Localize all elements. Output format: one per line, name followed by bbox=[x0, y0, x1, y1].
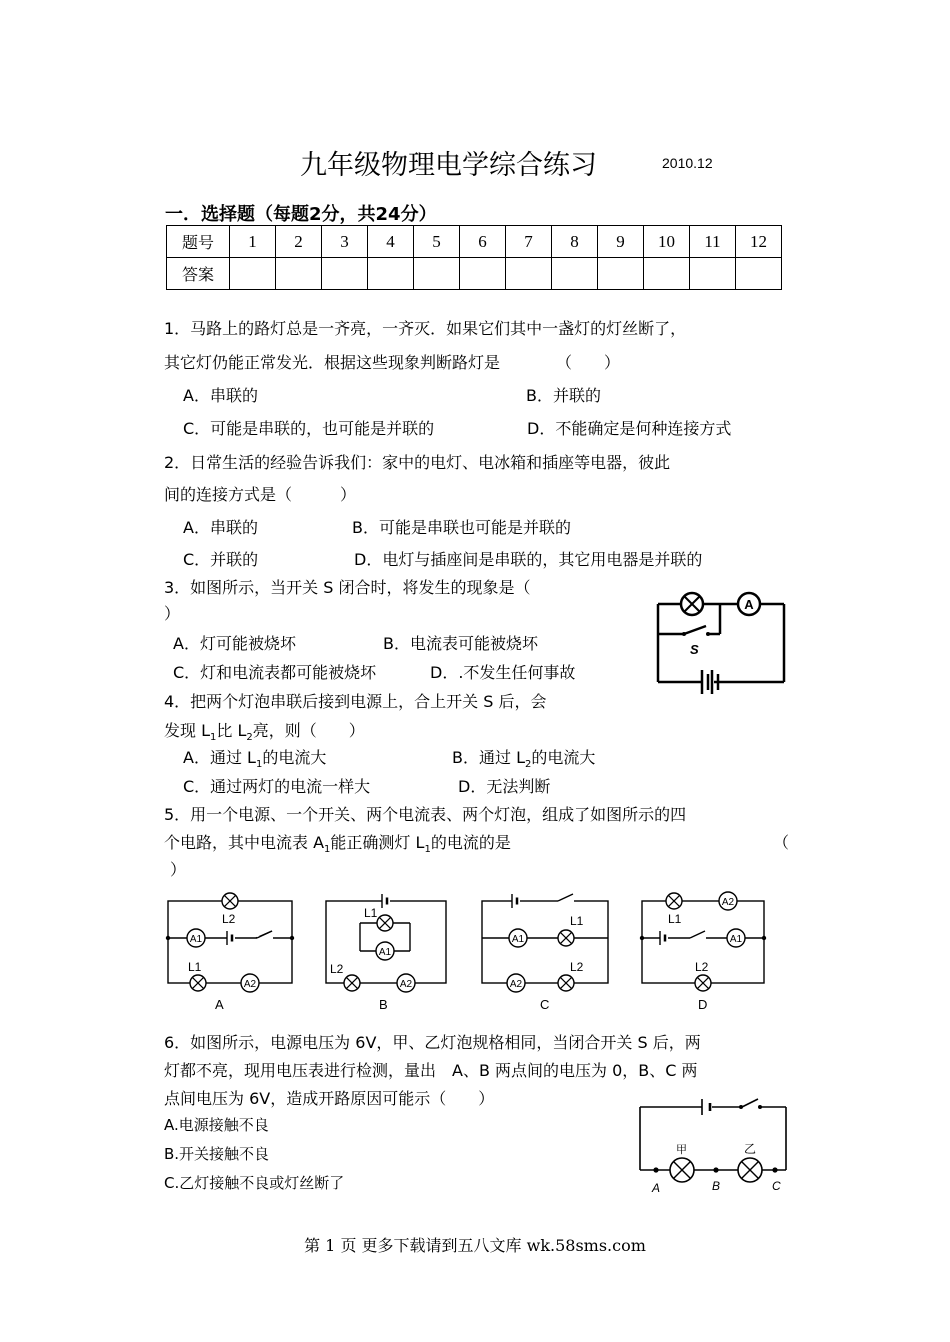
node-dot-icon bbox=[772, 1167, 777, 1172]
lamp-label: L2 bbox=[222, 912, 236, 926]
answer-cell-3[interactable] bbox=[322, 258, 368, 290]
q4-text: 的电流大 bbox=[531, 748, 596, 767]
q3-option-b: B．电流表可能被烧坏 bbox=[383, 634, 538, 653]
ammeter-label: A bbox=[744, 597, 754, 612]
node-dot-icon bbox=[713, 1167, 718, 1172]
q1-option-d: D．不能确定是何种连接方式 bbox=[527, 419, 732, 438]
table-cell: 12 bbox=[736, 226, 782, 258]
subscript: 2 bbox=[524, 759, 532, 771]
q4-text: 的电流大 bbox=[262, 748, 327, 767]
answer-cell-1[interactable] bbox=[230, 258, 276, 290]
table-cell: 4 bbox=[368, 226, 414, 258]
lamp-icon bbox=[681, 593, 703, 615]
q2-option-b: B．可能是串联也可能是并联的 bbox=[352, 518, 571, 537]
circuit-b bbox=[326, 894, 446, 1012]
q3-option-a: A．灯可能被烧坏 bbox=[173, 634, 296, 653]
point-label: B bbox=[712, 1179, 721, 1193]
node-dot-icon bbox=[653, 1167, 658, 1172]
q6-stem-line1: 6．如图所示，电源电压为 6V，甲、乙灯泡规格相同，当闭合开关 S 后，两 bbox=[164, 1033, 701, 1052]
q5-paren-close: ） bbox=[170, 860, 187, 879]
switch-contact-icon bbox=[758, 1105, 762, 1109]
table-row bbox=[167, 258, 782, 290]
meter-label: A1 bbox=[511, 934, 525, 945]
q5-circuit-figures bbox=[160, 885, 780, 1013]
q2-option-c: C．并联的 bbox=[183, 550, 259, 569]
node-dot-icon bbox=[290, 936, 294, 940]
q2-stem-line1: 2．日常生活的经验告诉我们：家中的电灯、电冰箱和插座等电器，彼此 bbox=[164, 453, 671, 472]
table-cell: 10 bbox=[644, 226, 690, 258]
switch-contact-icon bbox=[682, 632, 686, 636]
q1-option-c: C．可能是串联的，也可能是并联的 bbox=[183, 419, 435, 438]
q4-text: 发现 L bbox=[164, 721, 211, 740]
q2-option-d: D．电灯与插座间是串联的，其它用电器是并联的 bbox=[354, 550, 703, 569]
q5-text: 的电流的是 bbox=[430, 833, 511, 852]
q6-circuit-figure bbox=[630, 1095, 795, 1195]
meter-label: A2 bbox=[243, 979, 257, 990]
q5-text: 个电路，其中电流表 A bbox=[164, 833, 325, 852]
answer-cell-7[interactable] bbox=[506, 258, 552, 290]
q5-text: 能正确测灯 L bbox=[330, 833, 425, 852]
answer-cell-10[interactable] bbox=[644, 258, 690, 290]
q4-text: 比 L bbox=[216, 721, 247, 740]
circuit-d bbox=[640, 892, 766, 1012]
node-dot-icon bbox=[640, 936, 644, 940]
meter-label: A1 bbox=[729, 934, 743, 945]
q6-option-a: A.电源接触不良 bbox=[164, 1116, 269, 1134]
lamp-label: L2 bbox=[570, 960, 584, 974]
q6-stem-line2: 灯都不亮，现用电压表进行检测，量出 A、B 两点间的电压为 0，B、C 两 bbox=[164, 1061, 698, 1080]
table-header-answer: 答案 bbox=[167, 258, 230, 290]
q2-stem-line2: 间的连接方式是（ ） bbox=[164, 485, 357, 504]
q6-stem-line3: 点间电压为 6V，造成开路原因可能示（ ） bbox=[164, 1089, 495, 1108]
switch-contact-icon bbox=[739, 1105, 743, 1109]
q4-option-d: D．无法判断 bbox=[458, 777, 551, 796]
figure-label: B bbox=[379, 997, 388, 1012]
q1-option-b: B．并联的 bbox=[526, 386, 601, 405]
lamp-icon bbox=[558, 930, 574, 946]
ammeter-icon bbox=[738, 593, 760, 615]
table-cell: 1 bbox=[230, 226, 276, 258]
subscript: 1 bbox=[324, 844, 331, 856]
lamp-icon bbox=[695, 975, 711, 991]
answer-cell-2[interactable] bbox=[276, 258, 322, 290]
table-cell: 8 bbox=[552, 226, 598, 258]
circuit-a bbox=[166, 893, 294, 1012]
point-label: C bbox=[772, 1179, 781, 1193]
q4-stem-line2 bbox=[164, 718, 365, 743]
switch-contact-icon bbox=[706, 632, 710, 636]
lamp-label: L2 bbox=[695, 960, 709, 974]
q6-option-b: B.开关接触不良 bbox=[164, 1145, 270, 1163]
table-cell: 9 bbox=[598, 226, 644, 258]
subscript: 1 bbox=[210, 732, 217, 744]
node-dot-icon bbox=[166, 936, 170, 940]
table-header-number: 题号 bbox=[167, 226, 230, 258]
q3-option-c: C．灯和电流表都可能被烧坏 bbox=[173, 663, 377, 682]
q1-option-a: A．串联的 bbox=[183, 386, 258, 405]
q5-stem-line1: 5．用一个电源、一个开关、两个电流表、两个灯泡，组成了如图所示的四 bbox=[164, 805, 687, 824]
lamp-icon bbox=[222, 893, 238, 909]
q4-option-c: C．通过两灯的电流一样大 bbox=[183, 777, 371, 796]
answer-cell-5[interactable] bbox=[414, 258, 460, 290]
subscript: 1 bbox=[424, 844, 431, 856]
lamp-icon bbox=[344, 975, 360, 991]
lamp-label: 甲 bbox=[676, 1144, 687, 1156]
q3-circuit-figure bbox=[650, 588, 790, 698]
figure-label: D bbox=[698, 997, 708, 1012]
lamp-label: L1 bbox=[668, 912, 682, 926]
meter-label: A2 bbox=[721, 897, 735, 908]
page-footer: 第 1 页 更多下载请到五八文库 wk.58sms.com bbox=[304, 1236, 646, 1255]
answer-cell-11[interactable] bbox=[690, 258, 736, 290]
answer-table bbox=[166, 225, 782, 290]
answer-cell-8[interactable] bbox=[552, 258, 598, 290]
point-label: A bbox=[652, 1181, 661, 1195]
q2-option-a: A．串联的 bbox=[183, 518, 258, 537]
q1-stem-line1: 1．马路上的路灯总是一齐亮，一齐灭．如果它们其中一盏灯的灯丝断了， bbox=[164, 319, 687, 338]
meter-label: A1 bbox=[189, 934, 203, 945]
table-cell: 3 bbox=[322, 226, 368, 258]
q1-stem-line2: 其它灯仍能正常发光．根据这些现象判断路灯是 （ ） bbox=[164, 353, 621, 372]
page-title: 九年级物理电学综合练习 bbox=[300, 150, 597, 181]
lamp-label: L1 bbox=[570, 914, 584, 928]
table-row bbox=[167, 226, 782, 258]
q4-option-a bbox=[183, 745, 326, 770]
subscript: 1 bbox=[255, 759, 263, 771]
answer-cell-9[interactable] bbox=[598, 258, 644, 290]
meter-label: A2 bbox=[399, 979, 413, 990]
figure-label: C bbox=[540, 997, 550, 1012]
answer-cell-6[interactable] bbox=[460, 258, 506, 290]
answer-cell-12[interactable] bbox=[736, 258, 782, 290]
q5-paren-open: （ bbox=[773, 833, 790, 852]
q3-stem-line1: 3．如图所示，当开关 S 闭合时，将发生的现象是（ bbox=[164, 578, 531, 597]
lamp-icon bbox=[190, 975, 206, 991]
table-cell: 7 bbox=[506, 226, 552, 258]
q3-option-d: D．.不发生任何事故 bbox=[430, 663, 576, 682]
table-cell: 11 bbox=[690, 226, 736, 258]
section-heading: 一．选择题（每题2分，共24分） bbox=[165, 204, 437, 225]
lamp-icon bbox=[738, 1158, 762, 1182]
table-cell: 5 bbox=[414, 226, 460, 258]
q4-option-b bbox=[452, 745, 595, 770]
meter-label: A1 bbox=[378, 947, 392, 958]
q4-text: A．通过 L bbox=[183, 748, 256, 767]
meter-label: A2 bbox=[509, 979, 523, 990]
lamp-label: L1 bbox=[364, 906, 378, 920]
q3-stem-line2: ） bbox=[164, 604, 181, 623]
lamp-icon bbox=[670, 1158, 694, 1182]
lamp-icon bbox=[666, 893, 682, 909]
lamp-icon bbox=[377, 915, 393, 931]
q4-text: 亮，则（ ） bbox=[252, 721, 365, 740]
figure-label: A bbox=[215, 997, 224, 1012]
lamp-label: 乙 bbox=[744, 1142, 757, 1156]
circuit-c bbox=[482, 894, 608, 1012]
table-cell: 2 bbox=[276, 226, 322, 258]
subscript: 2 bbox=[246, 732, 253, 744]
q4-text: B．通过 L bbox=[452, 748, 525, 767]
q6-option-c: C.乙灯接触不良或灯丝断了 bbox=[164, 1174, 345, 1192]
q5-stem-line2 bbox=[164, 830, 511, 855]
answer-cell-4[interactable] bbox=[368, 258, 414, 290]
lamp-label: L1 bbox=[188, 960, 202, 974]
lamp-icon bbox=[558, 975, 574, 991]
date: 2010.12 bbox=[662, 155, 713, 171]
node-dot-icon bbox=[762, 936, 766, 940]
table-cell: 6 bbox=[460, 226, 506, 258]
lamp-label: L2 bbox=[330, 962, 344, 976]
switch-label: S bbox=[690, 642, 699, 657]
q4-stem-line1: 4．把两个灯泡串联后接到电源上，合上开关 S 后，会 bbox=[164, 692, 547, 711]
